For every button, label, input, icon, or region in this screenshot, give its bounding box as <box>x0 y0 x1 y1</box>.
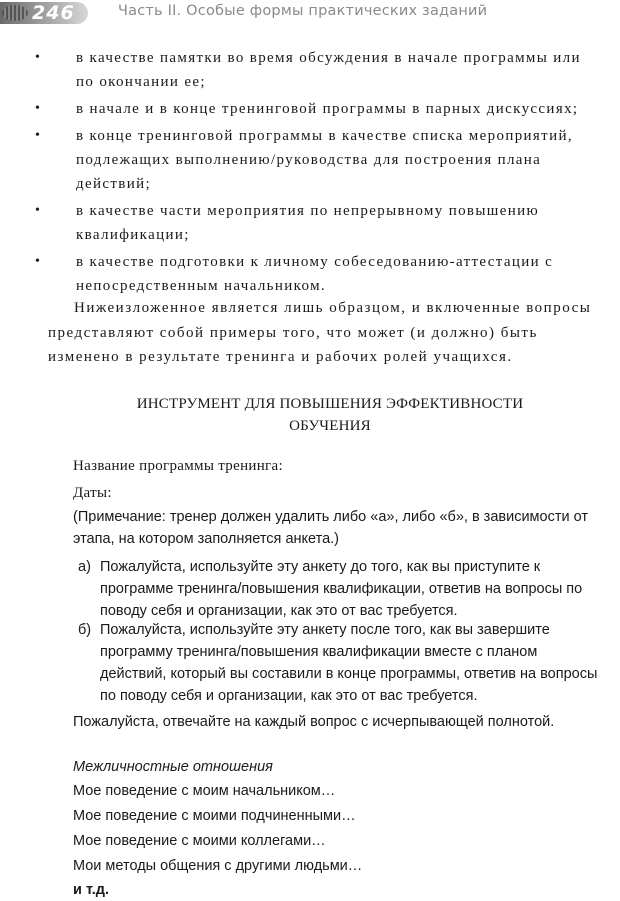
option-b-letter: б) <box>78 622 92 638</box>
running-head-title: Часть II. Особые формы практических заданий <box>118 3 488 19</box>
question-item: Мое поведение с моими подчиненными… <box>73 808 356 824</box>
dates-label: Даты: <box>73 485 112 501</box>
page-number: 246 <box>32 2 75 24</box>
subsection-title: Межличностные отношения <box>73 759 273 775</box>
bullet-item: • в качестве части мероприятия по непрерывному повышению квалификации; <box>48 199 604 247</box>
bullet-list <box>48 46 604 301</box>
option-a-letter: а) <box>78 559 91 575</box>
question-item: Мое поведение с моим начальником… <box>73 783 336 799</box>
bullet-item: • в начале и в конце тренинговой программы в парных дискуссиях; <box>48 97 604 121</box>
question-item: Мои методы общения с другими людьми… <box>73 858 363 874</box>
option-a <box>78 556 598 622</box>
heading-line-2: ОБУЧЕНИЯ <box>289 418 371 434</box>
page-number-badge <box>0 2 88 24</box>
option-b <box>78 619 598 707</box>
etc-text: и т.д. <box>73 882 110 898</box>
heading-line-1: ИНСТРУМЕНТ ДЛЯ ПОВЫШЕНИЯ ЭФФЕКТИВНОСТИ <box>136 396 524 412</box>
section-heading <box>48 393 612 437</box>
program-name-label: Название программы тренинга: <box>73 458 283 474</box>
bullet-item: • в конце тренинговой программы в качестве списка мероприятий, подлежащих выполнению/руководства для построения плана действий; <box>48 124 604 196</box>
instruction-text: Пожалуйста, отвечайте на каждый вопрос с исчерпывающей полнотой. <box>73 714 555 730</box>
question-item: Мое поведение с моими коллегами… <box>73 833 326 849</box>
body-paragraph: Нижеизложенное является лишь образцом, и включенные вопросы представляют собой примеры того, что может (и должно) быть изменено в результате тренинга и рабочих ролей учащихся. <box>48 300 592 365</box>
trainer-note: (Примечание: тренер должен удалить либо «а», либо «б», в зависимости от этапа, на котором заполняется анкета.) <box>73 509 588 547</box>
bullet-item: • в качестве подготовки к личному собеседованию-аттестации с непосредственным начальником. <box>48 250 604 298</box>
bullet-item: • в качестве памятки во время обсуждения в начале программы или по окончании ее; <box>48 46 604 94</box>
option-b-text: Пожалуйста, используйте эту анкету после того, как вы завершите программу тренинга/повышения квалификации вместе с планом действий, который вы составили в конце программы, ответив на вопросы по поводу себя и организации, как это от вас требуется. <box>100 622 598 704</box>
page-header <box>0 0 620 26</box>
option-a-text: Пожалуйста, используйте эту анкету до того, как вы приступите к программе тренинга/повышения квалификации, ответив на вопросы по поводу себя и организации, как это от вас требуется. <box>100 559 583 619</box>
